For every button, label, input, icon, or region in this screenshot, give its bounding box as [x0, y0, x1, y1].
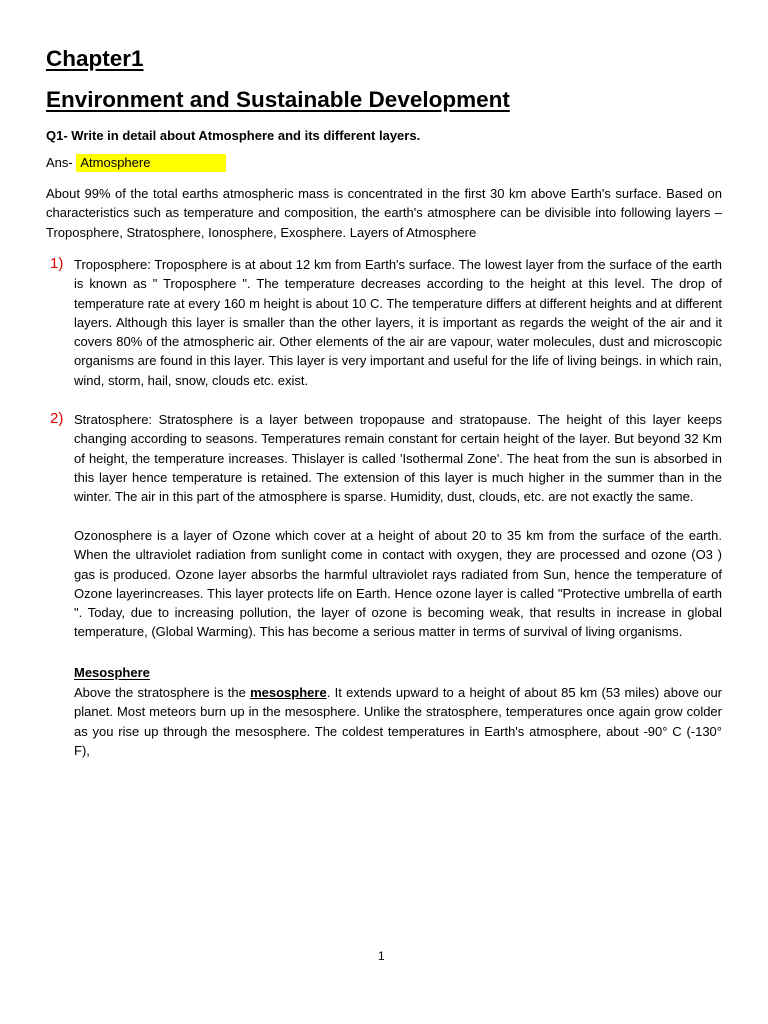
document-title: Environment and Sustainable Development: [46, 87, 510, 112]
mesosphere-term: mesosphere: [250, 685, 327, 700]
mesosphere-text-start: Above the stratosphere is the: [74, 685, 251, 700]
answer-highlight: Atmosphere: [76, 154, 226, 172]
intro-paragraph: About 99% of the total earths atmospheric mass is concentrated in the first 30 km above Earth's surface. Based on characteristics such as temperature and composition, the earth's atmosphere can be divisible into following layers –Troposphere, Stratosphere, Ionosphere, Exosphere. Layers of Atmosphere: [46, 186, 722, 240]
answer-row: [46, 154, 226, 172]
page-number: 1: [378, 949, 385, 963]
troposphere-paragraph: Troposphere: Troposphere is at about 12 km from Earth's surface. The lowest layer from the surface of the earth is known as " Troposphere ". The temperature decreases according to the height at this level. The drop of temperature rate at every 160 m height is about 10 C. The temperature differs at different heights and at different layers. Although this layer is smaller than the other layers, it is important as regards the weight of the air and it covers 80% of the atmospheric air. Other elements of the air are vapour, water molecules, dust and microscopic organisms are found in this layer. This layer is very important and useful for the life of living beings. in which rain, wind, storm, hail, snow, clouds etc. exist.: [74, 257, 722, 388]
mesosphere-heading: Mesosphere: [74, 665, 150, 680]
chapter-heading: Chapter1: [46, 46, 144, 71]
list-number-1: 1): [50, 255, 64, 272]
question-heading: Q1- Write in detail about Atmosphere and its different layers.: [46, 128, 421, 143]
mesosphere-text-end: . It extends upward to a height of about 85 km (53 miles) above our planet. Most meteors burn up in the mesosphere. Unlike the stratosphere, temperatures once again grow colder as you rise up through the mesosphere. The coldest temperatures in Earth's atmosphere, about -90° C (-130° F),: [74, 685, 723, 758]
mesosphere-paragraph: [74, 683, 722, 760]
stratosphere-paragraph: Stratosphere: Stratosphere is a layer between tropopause and stratopause. The height of this layer keeps changing according to seasons. Temperatures remain constant for certain height of the layer. But beyond 32 Km of height, the temperature increases. Thislayer is called 'Isothermal Zone'. The heat from the sun is absorbed in this layer hence temperature is retained. The extension of this layer is much higher in the summer than in the winter. The air in this part of the atmosphere is sparse. Humidity, dust, clouds, etc. are not exactly the same.: [74, 412, 722, 505]
ozonosphere-paragraph: Ozonosphere is a layer of Ozone which cover at a height of about 20 to 35 km from the surface of the earth. When the ultraviolet radiation from sunlight come in contact with oxygen, they are processed and ozone (O3 ) gas is produced. Ozone layer absorbs the harmful ultraviolet rays radiated from Sun, hence the temperature of Ozone layerincreases. This layer protects life on Earth. Hence ozone layer is called "Protective umbrella of earth ". Today, due to increasing pollution, the layer of ozone is becoming weak, that results in increase in global temperature, (Global Warming). This has become a serious matter in terms of survival of living organisms.: [74, 528, 722, 640]
answer-prefix: Ans-: [46, 155, 73, 170]
list-number-2: 2): [50, 410, 64, 427]
